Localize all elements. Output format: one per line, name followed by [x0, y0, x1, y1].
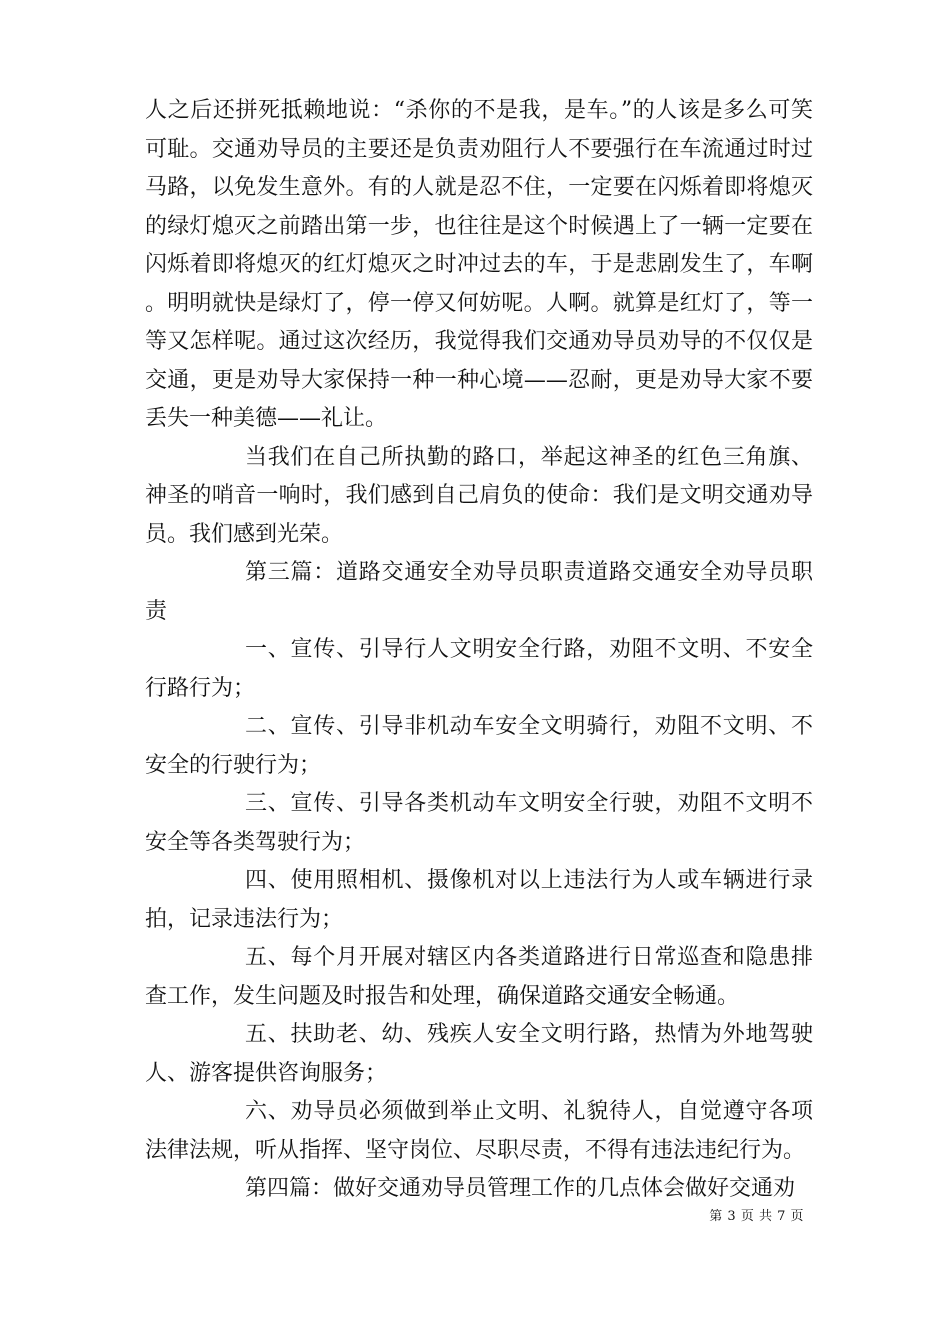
duty-item-5b: 五、扶助老、幼、残疾人安全文明行路，热情为外地驾驶人、游客提供咨询服务；: [145, 1022, 813, 1086]
page-number: 第 3 页 共 7 页: [709, 1209, 804, 1224]
duty-item-5a: 五、每个月开展对辖区内各类道路进行日常巡查和隐患排查工作，发生问题及时报告和处理，确保道路交通安全畅通。: [145, 945, 813, 1009]
paragraph-mission: 当我们在自己所执勤的路口，举起这神圣的红色三角旗、神圣的哨音一响时，我们感到自己肩负的使命：我们是文明交通劝导员。我们感到光荣。: [145, 444, 813, 547]
section-heading-part-four: 第四篇：做好交通劝导员管理工作的几点体会做好交通劝: [245, 1176, 796, 1201]
duty-item-2: 二、宣传、引导非机动车安全文明骑行，劝阻不文明、不安全的行驶行为；: [145, 714, 813, 778]
section-heading-part-three: 第三篇：道路交通安全劝导员职责道路交通安全劝导员职责: [145, 560, 813, 624]
paragraph-continuation: 人之后还拼死抵赖地说：“杀你的不是我，是车。”的人该是多么可笑可耻。交通劝导员的主要还是负责劝阻行人不要强行在车流通过时过马路，以免发生意外。有的人就是忍不住，一定要在闪烁着即将熄灭的绿灯熄灭之前踏出第一步，也往往是这个时候遇上了一辆一定要在闪烁着即将熄灭的红灯熄灭之时冲过去的车，于是悲剧发生了，车啊。明明就快是绿灯了，停一停又何妨呢。人啊。就算是红灯了，等一等又怎样呢。通过这次经历，我觉得我们交通劝导员劝导的不仅仅是交通，更是劝导大家保持一种一种心境——忍耐，更是劝导大家不要丢失一种美德——礼让。: [145, 98, 813, 431]
duty-item-1: 一、宣传、引导行人文明安全行路，劝阻不文明、不安全行路行为；: [145, 637, 813, 701]
duty-item-3: 三、宣传、引导各类机动车文明安全行驶，劝阻不文明不安全等各类驾驶行为；: [145, 791, 813, 855]
document-body: [145, 92, 813, 1209]
duty-item-4: 四、使用照相机、摄像机对以上违法行为人或车辆进行录拍，记录违法行为；: [145, 868, 813, 932]
duty-item-6: 六、劝导员必须做到举止文明、礼貌待人，自觉遵守各项法律法规，听从指挥、坚守岗位、尽职尽责，不得有违法违纪行为。: [145, 1099, 813, 1163]
